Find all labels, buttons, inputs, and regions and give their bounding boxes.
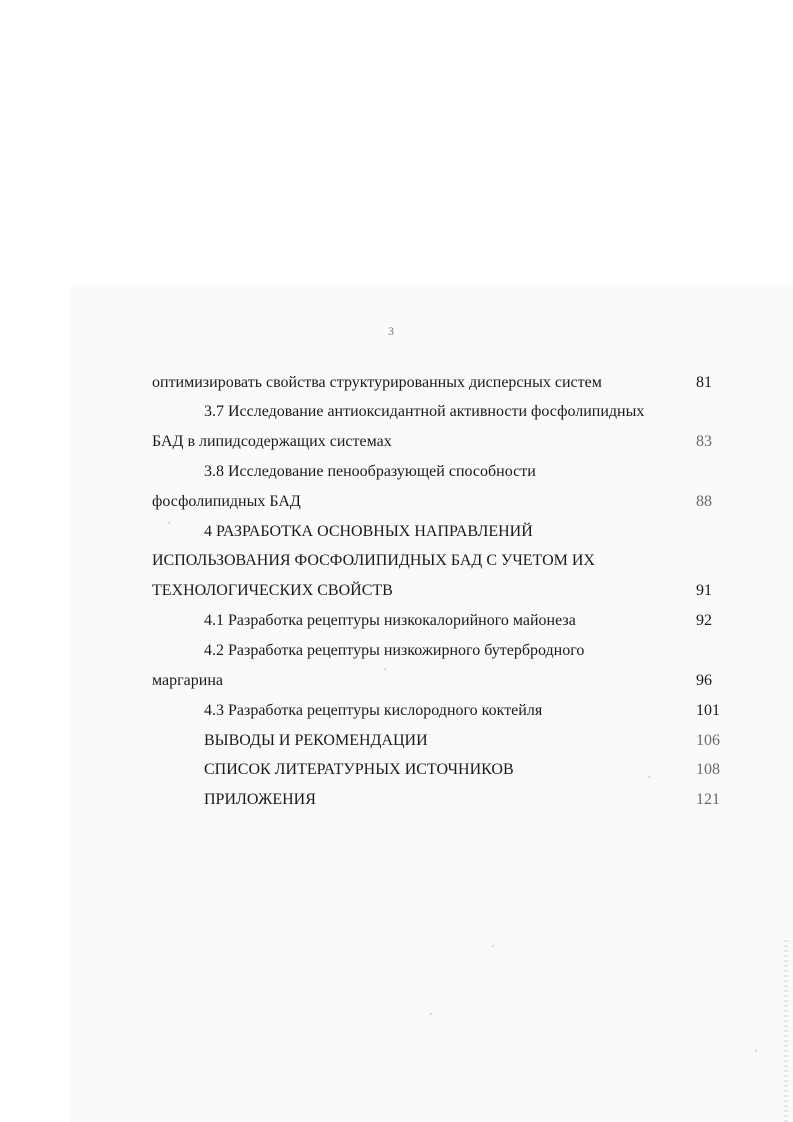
toc-entry-text: 4.3 Разработка рецептуры кислородного коктейля — [204, 702, 543, 719]
scan-speck — [384, 668, 386, 670]
toc-entry-text: ВЫВОДЫ И РЕКОМЕНДАЦИИ — [204, 732, 428, 749]
toc-entry-page: 81 — [696, 374, 712, 391]
scan-edge-artifact — [784, 940, 788, 1122]
scan-speck — [168, 522, 170, 524]
toc-entry-text: 4 РАЗРАБОТКА ОСНОВНЫХ НАПРАВЛЕНИЙ — [204, 523, 533, 540]
toc-entry-page: 108 — [696, 761, 720, 778]
toc-entry-text: маргарина — [152, 672, 224, 689]
toc-entry-text: оптимизировать свойства структурированных дисперсных систем — [152, 374, 602, 391]
scan-speck — [430, 1013, 432, 1015]
scan-speck — [492, 945, 494, 947]
toc-entry-page: 96 — [696, 672, 712, 689]
toc-entry-text: фосфолипидных БАД — [152, 493, 301, 510]
scan-speck — [755, 1050, 757, 1052]
toc-entry-text: СПИСОК ЛИТЕРАТУРНЫХ ИСТОЧНИКОВ — [204, 761, 514, 778]
toc-entry-page: 83 — [696, 433, 712, 450]
toc-entry-text: ТЕХНОЛОГИЧЕСКИХ СВОЙСТВ — [152, 582, 393, 599]
toc-entry-text: 4.2 Разработка рецептуры низкожирного бутербродного — [204, 642, 585, 659]
toc-entry-page: 101 — [696, 702, 720, 719]
toc-entry-page: 91 — [696, 582, 712, 599]
toc-entry-text: 4.1 Разработка рецептуры низкокалорийного майонеза — [204, 612, 576, 629]
scan-speck — [648, 776, 650, 778]
toc-entry-text: БАД в липидсодержащих системах — [152, 433, 392, 450]
toc-entry-text: ИСПОЛЬЗОВАНИЯ ФОСФОЛИПИДНЫХ БАД С УЧЕТОМ ИХ — [152, 552, 595, 569]
toc-entry-page: 88 — [696, 493, 712, 510]
toc-entry-text: 3.8 Исследование пенообразующей способности — [204, 463, 536, 480]
toc-entry-text: ПРИЛОЖЕНИЯ — [204, 791, 316, 808]
toc-entry-page: 92 — [696, 612, 712, 629]
toc-entry-page: 106 — [696, 732, 720, 749]
toc-entry-page: 121 — [696, 791, 720, 808]
toc-entry-text: 3.7 Исследование антиоксидантной активности фосфолипидных — [204, 403, 645, 420]
page-number: 3 — [388, 324, 394, 338]
